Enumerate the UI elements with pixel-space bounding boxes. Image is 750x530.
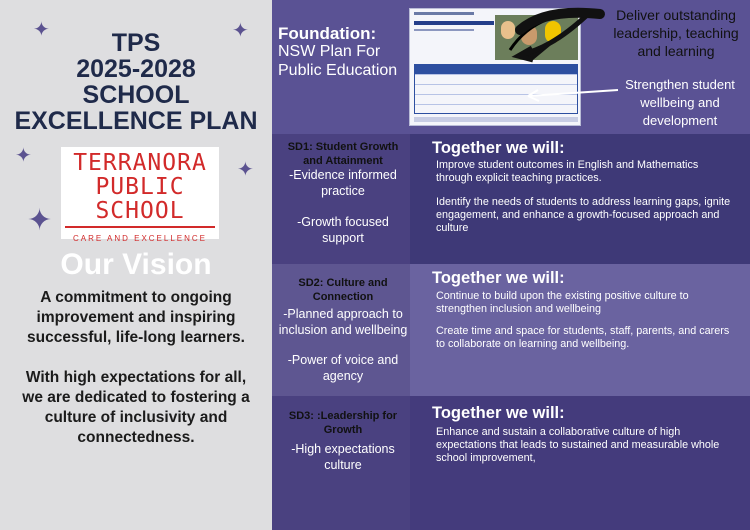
sd2-right-panel	[410, 264, 750, 396]
sd2-heading: SD2: Culture and Connection	[298, 277, 388, 303]
sd1-together-heading: Together we will:	[432, 139, 565, 157]
sd3-heading: SD3: :Leadership for Growth	[288, 410, 398, 436]
sd3-together-heading: Together we will:	[432, 404, 565, 422]
logo-line2: PUBLIC SCHOOL	[95, 174, 185, 224]
arrow-icon	[528, 90, 618, 101]
sd1-heading: SD1: Student Growth and Attainment	[287, 141, 399, 167]
sparkle-icon: ✦	[27, 204, 53, 237]
foundation-subtitle: NSW Plan For Public Education	[278, 43, 398, 79]
sd2-paragraph: Create time and space for students, staff, parents, and carers to collaborate on learning and wellbeing.	[436, 325, 730, 350]
logo-divider	[65, 226, 215, 228]
sd2-item: -Planned approach to inclusion and wellbeing	[278, 307, 408, 337]
sd2-paragraph: Continue to build upon the existing positive culture to strengthen inclusion and wellbeing	[436, 290, 689, 315]
title-line: SCHOOL	[82, 81, 190, 109]
callout-leadership: Deliver outstanding leadership, teaching and learning	[613, 7, 739, 59]
sd2-together-heading: Together we will:	[432, 269, 565, 287]
sd2-item: -Power of voice and agency	[287, 353, 399, 383]
sd1-item: -Evidence informed practice	[289, 168, 397, 198]
sd3-right-panel	[410, 396, 750, 530]
sd3-paragraph: Enhance and sustain a collaborative culture of high expectations that leads to sustained and measurable whole school improvement,	[436, 426, 720, 464]
vision-paragraph: With high expectations for all, we are dedicated to fostering a culture of inclusivity and connectedness.	[22, 369, 250, 446]
sd1-right-panel	[410, 134, 750, 264]
foundation-heading: Foundation:	[278, 24, 377, 43]
sd1-item: -Growth focused support	[297, 215, 389, 245]
arrow-icon	[510, 13, 604, 60]
vision-title: Our Vision	[60, 248, 212, 281]
logo-tagline: CARE AND EXCELLENCE	[72, 234, 208, 243]
vision-paragraph: A commitment to ongoing improvement and inspiring successful, life-long learners.	[27, 289, 245, 346]
sd1-left-panel	[272, 134, 410, 264]
sd1-paragraph: Identify the needs of students to address learning gaps, ignite engagement, and enhance a growth-focused approach and culture	[436, 196, 731, 234]
sd1-paragraph: Improve student outcomes in English and Mathematics through explicit teaching practices.	[436, 159, 699, 184]
sparkle-icon: ✦	[232, 20, 249, 42]
title-line: 2025-2028	[76, 55, 196, 83]
sparkle-icon: ✦	[237, 159, 254, 181]
sd3-left-panel	[272, 396, 410, 530]
vision-statement	[14, 288, 258, 448]
school-logo	[61, 147, 219, 243]
title-line: TPS	[111, 29, 161, 57]
sd2-left-panel	[272, 264, 410, 396]
logo-line1: TERRANORA	[73, 150, 207, 176]
sd3-item: -High expectations culture	[291, 442, 395, 472]
title-line: EXCELLENCE PLAN	[14, 107, 258, 135]
callout-wellbeing: Strengthen student wellbeing and development	[625, 77, 735, 128]
sparkle-icon: ✦	[15, 145, 32, 167]
sparkle-icon: ✦	[33, 19, 50, 41]
